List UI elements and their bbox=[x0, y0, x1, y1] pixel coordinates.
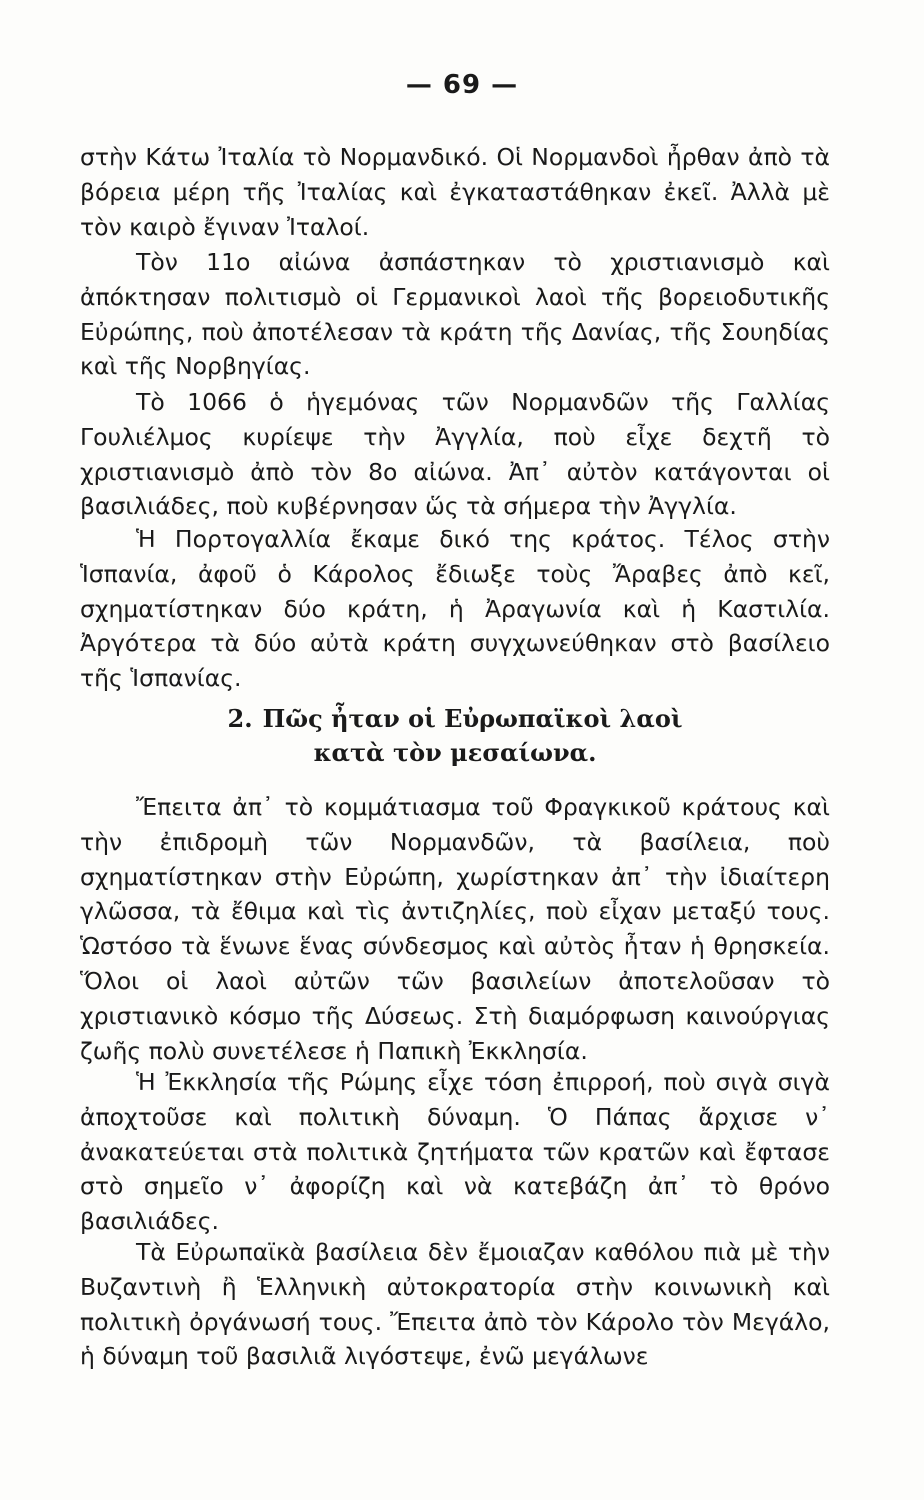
paragraph-1066: Τὸ 1066 ὁ ἡγεμόνας τῶν Νορμανδῶν τῆς Γαλλίας Γουλιέλμος κυρίεψε τὴν Ἀγγλία, ποὺ εἶχε δεχτῆ τὸ χριστιανισμὸ ἀπὸ τὸν 8ο αἰώνα. Ἀπ᾽ αὐτὸν κατάγονται οἱ βασιλιάδες, ποὺ κυβέρνησαν ὥς τὰ σήμερα τὴν Ἀγγλία. bbox=[80, 388, 830, 521]
paragraph-european-kingdoms: Τὰ Εὐρωπαϊκὰ βασίλεια δὲν ἔμοιαζαν καθόλου πιὰ μὲ τὴν Βυζαντινὴ ἢ Ἑλληνικὴ αὐτοκρατορία στὴν κοινωνικὴ καὶ πολιτικὴ ὀργάνωσή τους. Ἔπειτα ἀπὸ τὸν Κάρολο τὸν Μεγάλο, ἡ δύναμη τοῦ βασιλιᾶ λιγόστεψε, ἐνῶ μεγάλωνε bbox=[80, 1238, 830, 1371]
paragraph-eleventh-century: Τὸν 11ο αἰώνα ἀσπάστηκαν τὸ χριστιανισμὸ καὶ ἀπόκτησαν πολιτισμὸ οἱ Γερμανικοὶ λαοὶ τῆς βορειοδυτικῆς Εὐρώπης, ποὺ ἀποτέλεσαν τὰ κράτη τῆς Δανίας, τῆς Σουηδίας καὶ τῆς Νορβηγίας. bbox=[80, 248, 830, 381]
page-number: — 69 — bbox=[405, 70, 519, 100]
section-title-line-1: Πῶς ἦταν οἱ Εὐρωπαϊκοὶ λαοὶ bbox=[262, 704, 683, 733]
paragraph-after-frankish-state: Ἔπειτα ἀπ᾽ τὸ κομμάτιασμα τοῦ Φραγκικοῦ κράτους καὶ τὴν ἐπιδρομὴ τῶν Νορμανδῶν, τὰ βασίλεια, ποὺ σχηματίστηκαν στὴν Εὐρώπη, χωρίστηκαν ἀπ᾽ τὴν ἰδιαίτερη γλῶσσα, τὰ ἔθιμα καὶ τὶς ἀντιζηλίες, ποὺ εἶχαν μεταξύ τους. Ὡστόσο τὰ ἕνωνε ἕνας σύνδεσμος καὶ αὐτὸς ἦταν ἡ θρησκεία. Ὅλοι οἱ λαοὶ αὐτῶν τῶν βασιλείων ἀποτελοῦσαν τὸ χριστιανικὸ κόσμο τῆς Δύσεως. Στὴ διαμόρφωση καινούργιας ζωῆς πολὺ συνετέλεσε ἡ Παπικὴ Ἐκκλησία. bbox=[80, 793, 830, 1065]
section-number: 2. bbox=[227, 704, 253, 733]
paragraph-portugal-spain: Ἡ Πορτογαλλία ἔκαμε δικό της κράτος. Τέλος στὴν Ἱσπανία, ἀφοῦ ὁ Κάρολος ἔδιωξε τοὺς Ἄραβες ἀπὸ κεῖ, σχηματίστηκαν δύο κράτη, ἡ Ἀραγωνία καὶ ἡ Καστιλία. Ἀργότερα τὰ δύο αὐτὰ κράτη συγχωνεύθηκαν στὸ βασίλειο τῆς Ἱσπανίας. bbox=[80, 525, 830, 693]
section-title-line-2: κατὰ τὸν μεσαίωνα. bbox=[313, 738, 597, 767]
section-heading bbox=[80, 702, 830, 770]
section-heading-line-1 bbox=[80, 702, 830, 736]
paragraph-continued: στὴν Κάτω Ἰταλία τὸ Νορμανδικό. Οἱ Νορμανδοὶ ἦρθαν ἀπὸ τὰ βόρεια μέρη τῆς Ἰταλίας καὶ ἐγκαταστάθηκαν ἐκεῖ. Ἀλλὰ μὲ τὸν καιρὸ ἔγιναν Ἰταλοί. bbox=[80, 143, 830, 241]
paragraph-church-of-rome: Ἡ Ἐκκλησία τῆς Ρώμης εἶχε τόση ἐπιρροή, ποὺ σιγὰ σιγὰ ἀποχτοῦσε καὶ πολιτικὴ δύναμη. Ὁ Πάπας ἄρχισε ν᾽ ἀνακατεύεται στὰ πολιτικὰ ζητήματα τῶν κρατῶν καὶ ἔφτασε στὸ σημεῖο ν᾽ ἀφορίζη καὶ νὰ κατεβάζη ἀπ᾽ τὸ θρόνο βασιλιάδες. bbox=[80, 1068, 830, 1236]
